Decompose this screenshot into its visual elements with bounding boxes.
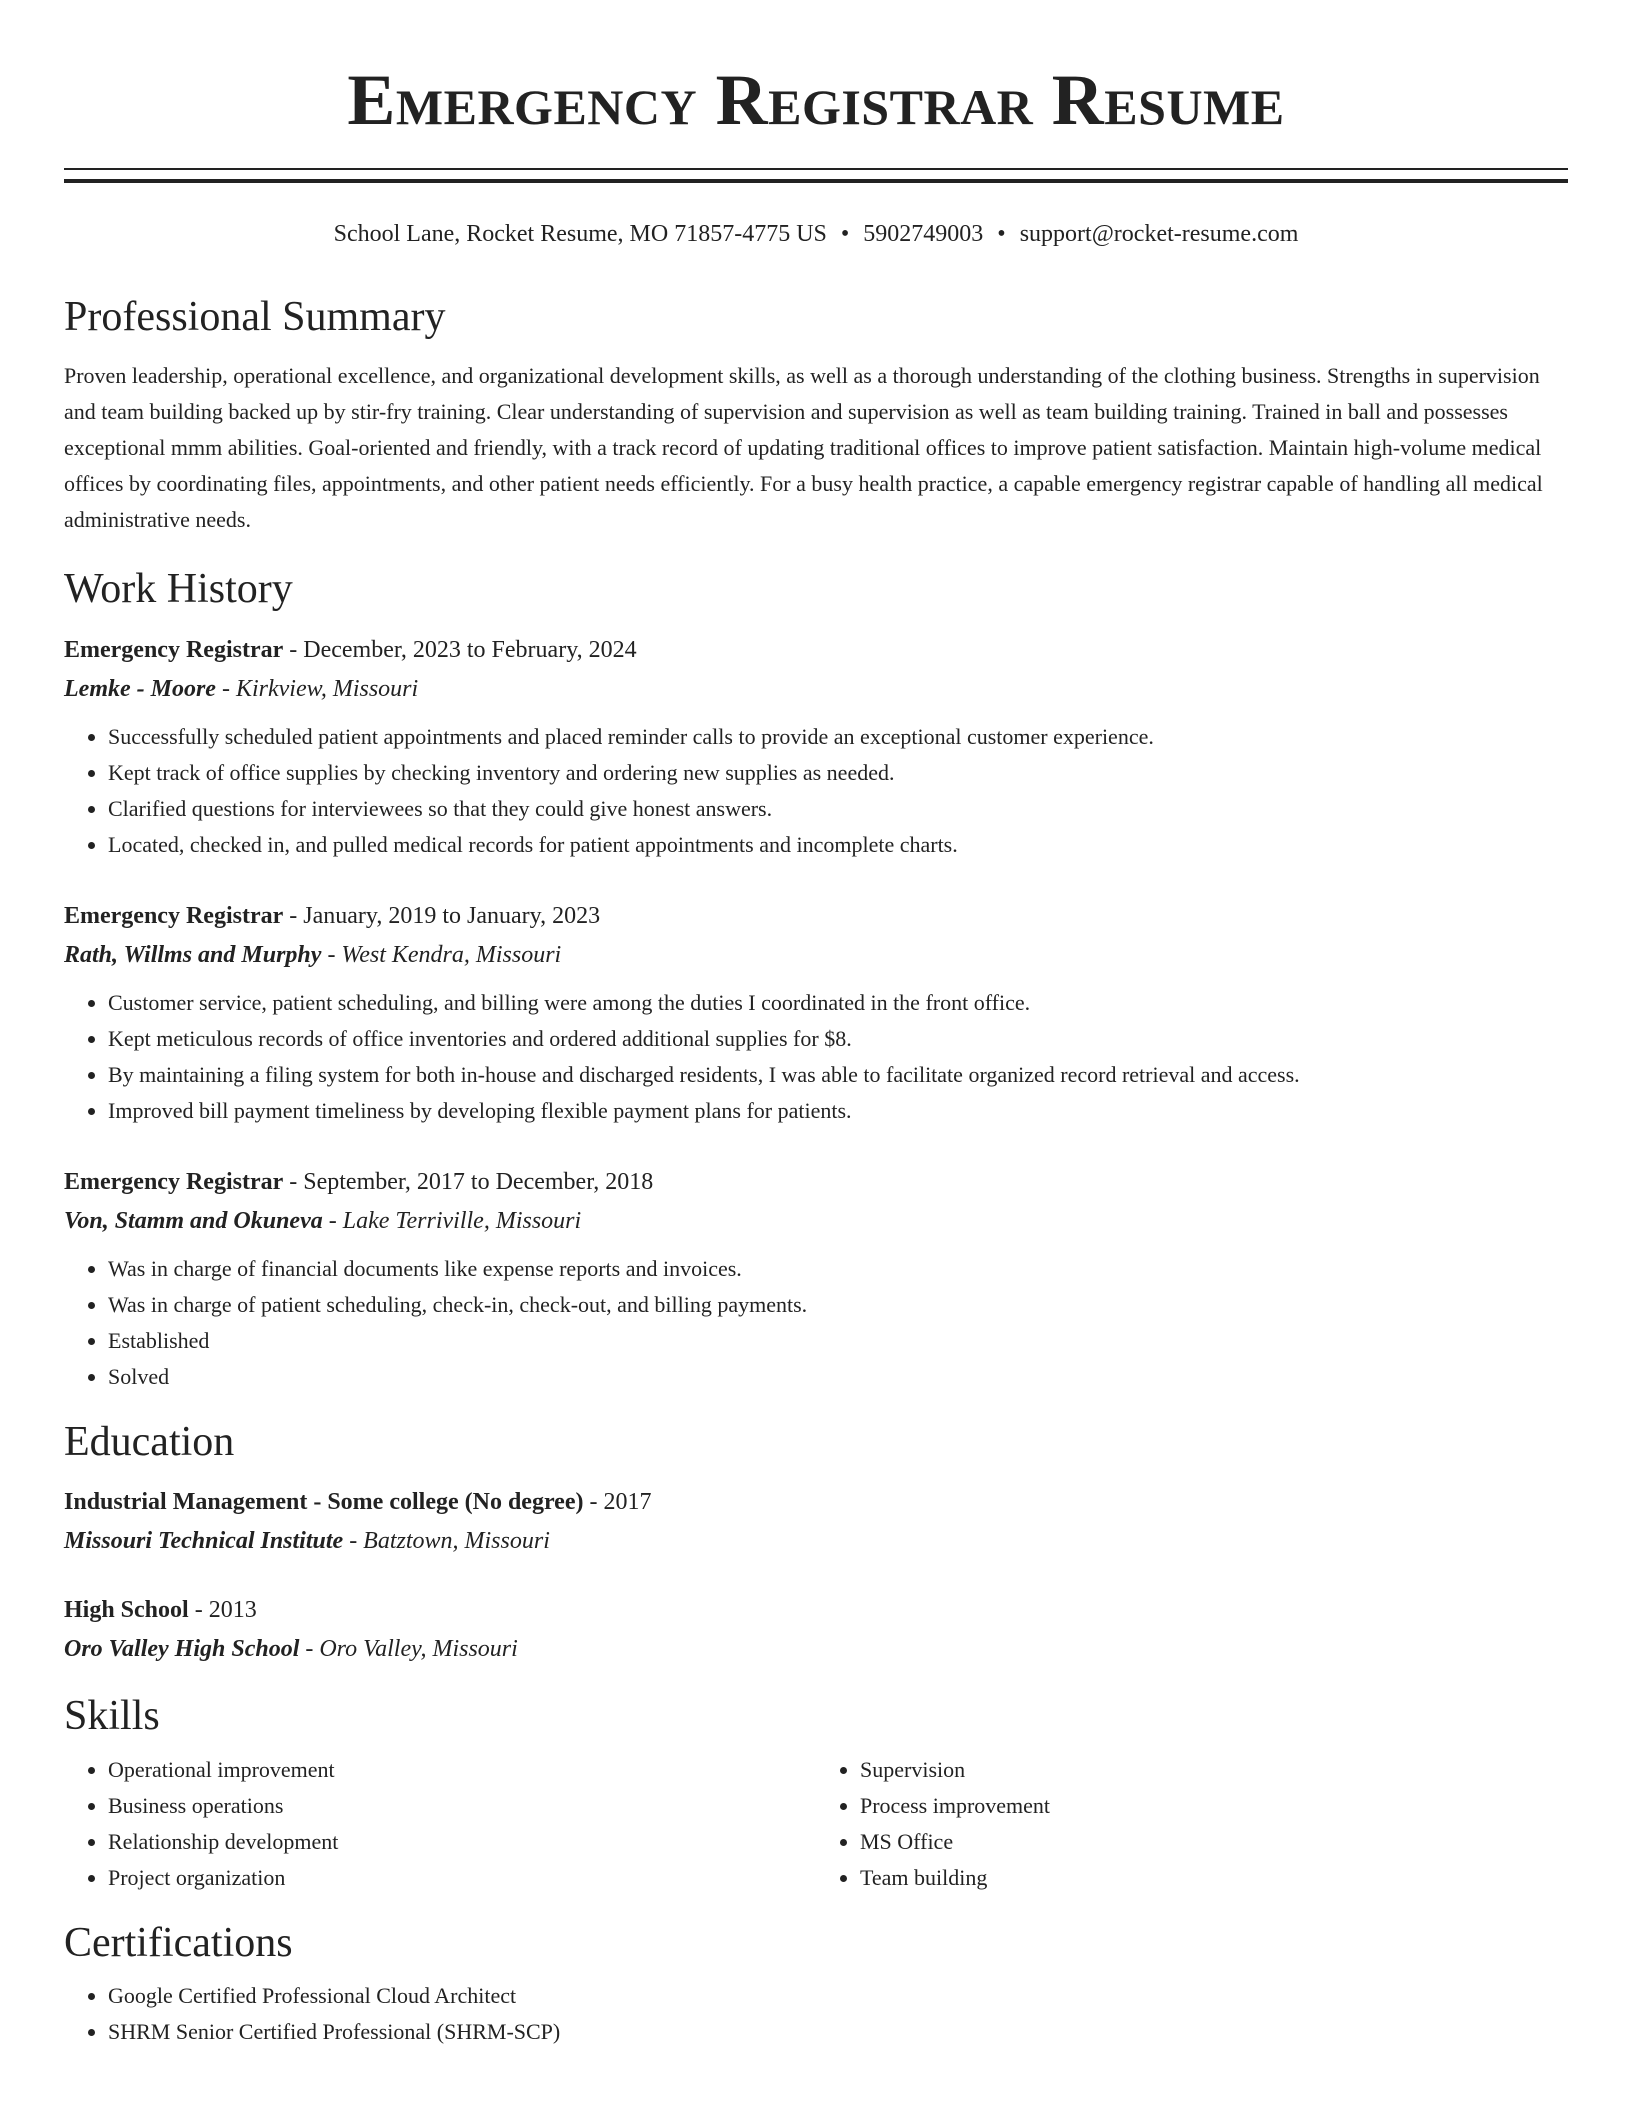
certification-item: • SHRM Senior Certified Professional (SHRM-SCP)	[108, 2014, 1568, 2050]
contact-email: support@rocket-resume.com	[1019, 221, 1299, 247]
job-title: Emergency Registrar	[64, 902, 284, 929]
job-company-line	[64, 669, 1568, 709]
education-location: - Batztown, Missouri	[343, 1528, 550, 1555]
job-dates: - January, 2019 to January, 2023	[283, 902, 601, 929]
title-divider	[64, 168, 1568, 183]
job-title-line	[64, 897, 1568, 935]
job-entry	[64, 631, 1568, 863]
job-company: Von, Stamm and Okuneva	[64, 1207, 323, 1234]
job-duty: • Established	[108, 1323, 1568, 1359]
job-location: - Kirkview, Missouri	[215, 675, 419, 702]
job-duties-list	[64, 1251, 1568, 1395]
job-duty: • Located, checked in, and pulled medical records for patient appointments and incomplete charts.	[108, 827, 1568, 863]
job-duty: • Was in charge of financial documents like expense reports and invoices.	[108, 1251, 1568, 1287]
education-location: - Oro Valley, Missouri	[299, 1636, 518, 1663]
certification-item: • Google Certified Professional Cloud Architect	[108, 1978, 1568, 2014]
education-entry	[64, 1483, 1568, 1561]
job-location: - Lake Terriville, Missouri	[322, 1207, 582, 1234]
education-year: - 2013	[188, 1597, 257, 1624]
certifications-list	[64, 1978, 1568, 2050]
education-degree: Industrial Management - Some college (No degree)	[64, 1489, 584, 1516]
education-school: Missouri Technical Institute	[64, 1528, 344, 1555]
skills-list-left	[64, 1752, 816, 1896]
education-degree-line	[64, 1591, 1568, 1629]
education-degree: High School	[64, 1597, 189, 1624]
skills-grid	[64, 1752, 1568, 1896]
work-history-heading: Work History	[64, 566, 293, 613]
certifications-heading: Certifications	[64, 1919, 293, 1966]
skill-item: • Supervision	[860, 1752, 1568, 1788]
job-duty: • Solved	[108, 1359, 1568, 1395]
contact-phone: 5902749003	[863, 221, 984, 247]
job-company-line	[64, 935, 1568, 975]
job-duty: • Successfully scheduled patient appointments and placed reminder calls to provide an exceptional customer experience.	[108, 719, 1568, 755]
contact-separator: •	[997, 221, 1006, 247]
skills-heading: Skills	[64, 1693, 160, 1740]
skill-item: • Team building	[860, 1860, 1568, 1896]
job-dates: - December, 2023 to February, 2024	[283, 636, 637, 663]
job-duty: • Kept meticulous records of office inventories and ordered additional supplies for $8.	[108, 1021, 1568, 1057]
job-dates: - September, 2017 to December, 2018	[283, 1168, 654, 1195]
education-heading: Education	[64, 1418, 235, 1465]
job-company: Rath, Willms and Murphy	[64, 941, 322, 968]
resume-title: Emergency Registrar Resume	[347, 60, 1285, 140]
job-duty: • Kept track of office supplies by checking inventory and ordering new supplies as needed.	[108, 755, 1568, 791]
skill-item: • Relationship development	[108, 1824, 816, 1860]
contact-separator: •	[840, 221, 850, 247]
job-duty: • Clarified questions for interviewees so that they could give honest answers.	[108, 791, 1568, 827]
job-entry	[64, 897, 1568, 1129]
job-duty: • Was in charge of patient scheduling, check-in, check-out, and billing payments.	[108, 1287, 1568, 1323]
job-company-line	[64, 1201, 1568, 1241]
skill-item: • Project organization	[108, 1860, 816, 1896]
job-duty: • Customer service, patient scheduling, and billing were among the duties I coordinated in the front office.	[108, 985, 1568, 1021]
education-school-line	[64, 1629, 1568, 1669]
summary-text: Proven leadership, operational excellence, and organizational development skills, as well as a thorough understanding of the clothing business. Strengths in supervision and team building backed up by stir-fry training. Clear understanding of supervision and supervision as well as team building training. Trained in ball and possesses exceptional mmm abilities. Goal-oriented and friendly, with a track record of updating traditional offices to improve patient satisfaction. Maintain high-volume medical offices by coordinating files, appointments, and other patient needs efficiently. For a busy health practice, a capable emergency registrar capable of handling all medical administrative needs.	[64, 363, 1543, 533]
education-school: Oro Valley High School	[64, 1636, 300, 1663]
skills-list-right	[816, 1752, 1568, 1896]
job-duties-list	[64, 719, 1568, 863]
job-duty: • Improved bill payment timeliness by developing flexible payment plans for patients.	[108, 1093, 1568, 1129]
skill-item: • Process improvement	[860, 1788, 1568, 1824]
education-year: - 2017	[583, 1489, 652, 1516]
contact-line	[64, 221, 1568, 248]
job-duties-list	[64, 985, 1568, 1129]
job-title-line	[64, 631, 1568, 669]
skill-item: • Operational improvement	[108, 1752, 816, 1788]
job-title: Emergency Registrar	[64, 1168, 284, 1195]
job-title-line	[64, 1163, 1568, 1201]
job-duty: • By maintaining a filing system for both in-house and discharged residents, I was able to facilitate organized record retrieval and access.	[108, 1057, 1568, 1093]
summary-heading: Professional Summary	[64, 294, 446, 340]
skill-item: • Business operations	[108, 1788, 816, 1824]
contact-address: School Lane, Rocket Resume, MO 71857-4775 US	[333, 221, 827, 247]
job-location: - West Kendra, Missouri	[321, 941, 562, 968]
education-entry	[64, 1591, 1568, 1669]
job-entry	[64, 1163, 1568, 1395]
job-company: Lemke - Moore	[64, 675, 216, 702]
education-degree-line	[64, 1483, 1568, 1521]
job-title: Emergency Registrar	[64, 636, 284, 663]
education-school-line	[64, 1521, 1568, 1561]
skill-item: • MS Office	[860, 1824, 1568, 1860]
